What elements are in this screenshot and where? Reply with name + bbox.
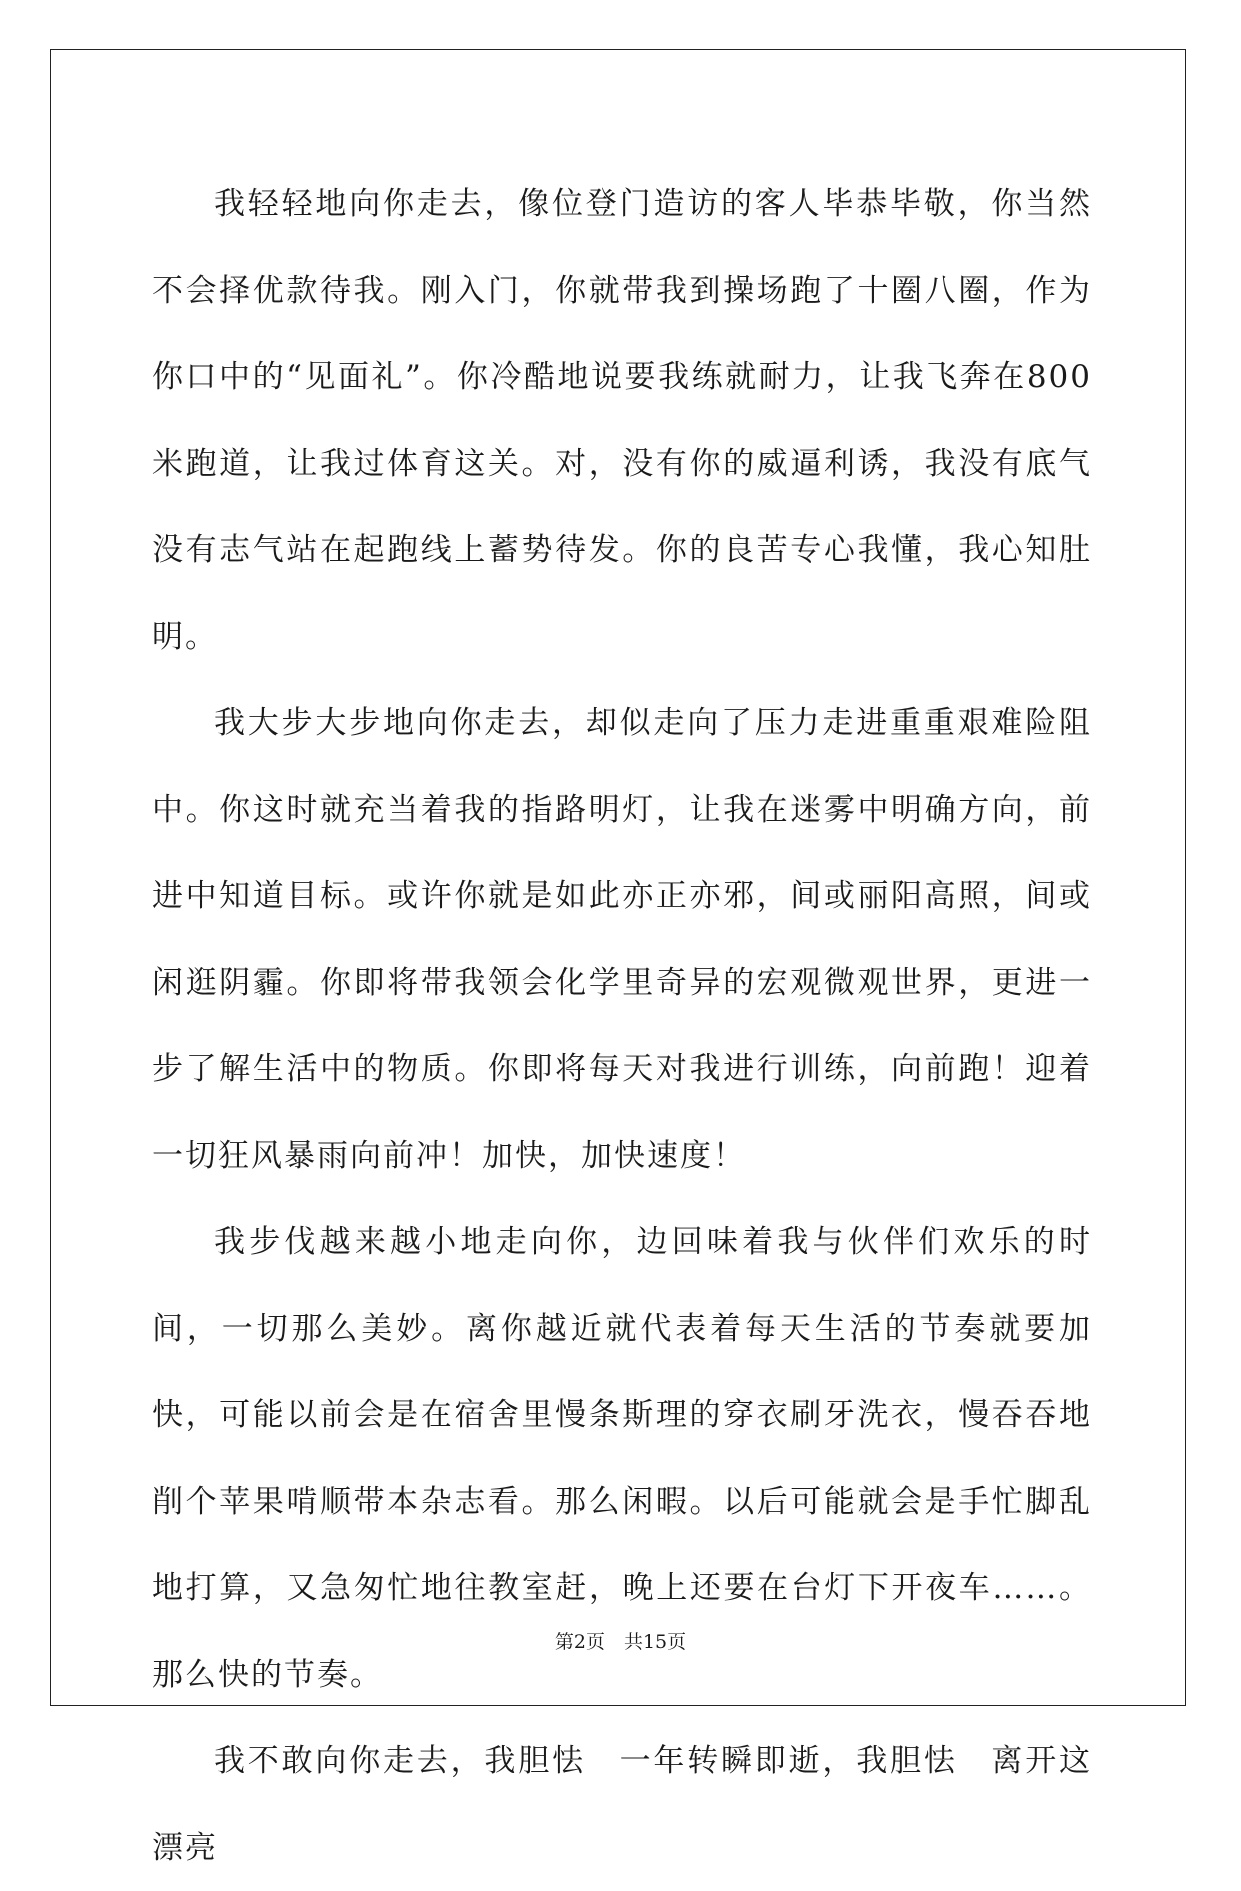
paragraph: 我步伐越来越小地走向你，边回味着我与伙伴们欢乐的时间，一切那么美妙。离你越近就代表着每天生活的节奏就要加快，可能以前会是在宿舍里慢条斯理的穿衣刷牙洗衣，慢吞吞地削个苹果啃顺带本杂志看。那么闲暇。以后可能就会是手忙脚乱地打算，又急匆忙地往教室赶，晚上还要在台灯下开夜车……。那么快的节奏。: [152, 1224, 1092, 1693]
paragraph: 我不敢向你走去，我胆怯 一年转瞬即逝，我胆怯 离开这漂亮: [152, 1743, 1092, 1866]
paragraph: 我大步大步地向你走去，却似走向了压力走进重重艰难险阻中。你这时就充当着我的指路明灯，让我在迷雾中明确方向，前进中知道目标。或许你就是如此亦正亦邪，间或丽阳高照，间或闲逛阴霾。你即将带我领会化学里奇异的宏观微观世界，更进一步了解生活中的物质。你即将每天对我进行训练，向前跑！迎着一切狂风暴雨向前冲！加快，加快速度！: [152, 705, 1092, 1174]
page-footer: [0, 1627, 1241, 1654]
paragraph: 我轻轻地向你走去，像位登门造访的客人毕恭毕敬，你当然不会择优款待我。刚入门，你就带我到操场跑了十圈八圈，作为你口中的“见面礼”。你冷酷地说要我练就耐力，让我飞奔在800米跑道，让我过体育这关。对，没有你的威逼利诱，我没有底气没有志气站在起跑线上蓄势待发。你的良苦专心我懂，我心知肚明。: [152, 186, 1092, 655]
page-number: 第2页 共15页: [554, 1631, 687, 1653]
